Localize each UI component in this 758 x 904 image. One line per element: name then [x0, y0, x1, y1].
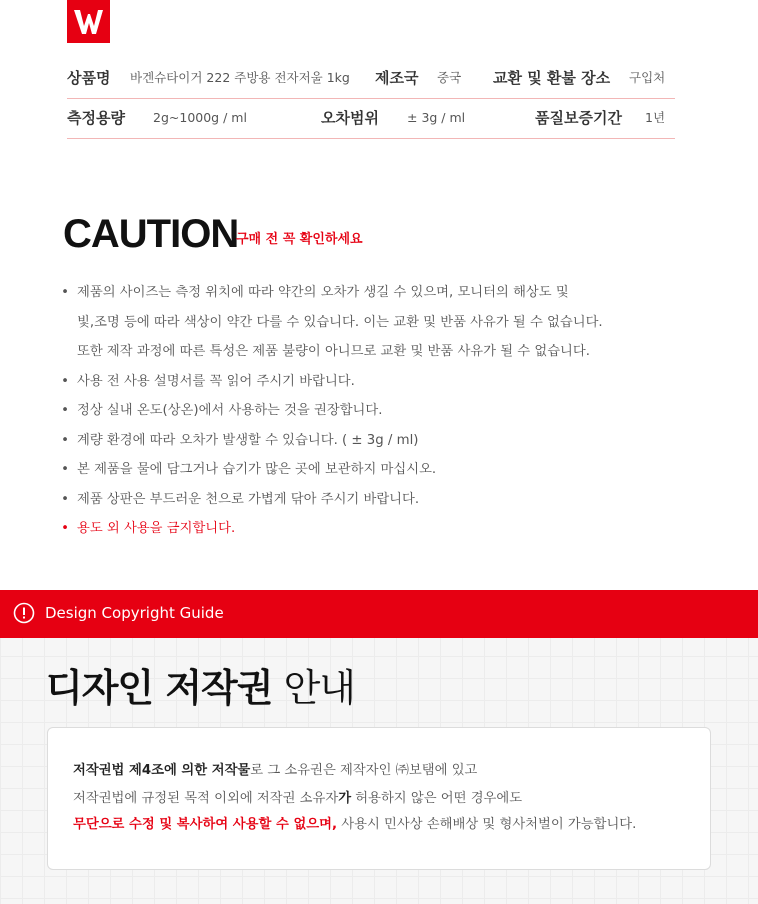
- caution-item: [60, 396, 700, 426]
- spec-value-exchange: 구입처: [629, 70, 666, 85]
- spec-row-2: [67, 98, 675, 139]
- spec-value-warranty: 1년: [645, 110, 666, 125]
- copyright-title-normal: 안내: [283, 666, 355, 710]
- caution-item-text: 사용 전 사용 설명서를 꼭 읽어 주시기 바랍니다.: [77, 373, 355, 389]
- caution-subtitle: 구매 전 꼭 확인하세요: [236, 232, 363, 247]
- copyright-title-bold: 디자인 저작권: [46, 666, 273, 710]
- spec-label-capacity: 측정용량: [67, 109, 125, 127]
- copyright-line-1: [73, 757, 713, 785]
- spec-value-capacity: 2g~1000g / ml: [153, 110, 247, 125]
- spec-value-tolerance: ± 3g / ml: [407, 110, 466, 125]
- copyright-line-1-rest: 로 그 소유권은 제작자인 ㈜보탬에 있고: [250, 763, 478, 778]
- bullet-icon: •: [61, 462, 69, 477]
- caution-item: [60, 367, 700, 397]
- copyright-line-2-pre: 저작권법에 규정된 목적 이외에 저작권 소유자: [73, 791, 339, 806]
- caution-item-text: 또한 제작 과정에 따른 특성은 제품 불량이 아니므로 교환 및 반품 사유가 될 수 없습니다.: [77, 344, 590, 359]
- caution-item-continuation: [60, 337, 700, 367]
- spec-label-exchange: 교환 및 환불 장소: [493, 69, 611, 87]
- brand-logo: [67, 0, 110, 43]
- copyright-title: [46, 660, 355, 716]
- copyright-line-2: [73, 785, 713, 813]
- copyright-line-2-rest: 허용하지 않은 어떤 경우에도: [351, 791, 523, 806]
- copyright-line-1-bold: 저작권법 제4조에 의한 저작물: [73, 763, 251, 778]
- caution-title: CAUTION: [63, 212, 239, 256]
- spec-label-country: 제조국: [375, 69, 419, 87]
- spec-value-country: 중국: [437, 70, 462, 85]
- caution-item: [60, 485, 700, 515]
- caution-item-text: 용도 외 사용을 금지합니다.: [77, 521, 236, 536]
- bullet-icon: •: [61, 432, 69, 448]
- caution-item-warning: [60, 514, 700, 544]
- bullet-icon: •: [61, 491, 69, 507]
- bullet-icon: •: [61, 373, 69, 389]
- exclamation-circle-icon: [13, 602, 35, 624]
- caution-item-text: 본 제품을 물에 담그거나 습기가 많은 곳에 보관하지 마십시오.: [77, 462, 437, 477]
- bullet-icon: •: [61, 521, 69, 536]
- spec-label-warranty: 품질보증기간: [535, 109, 622, 127]
- caution-item: [60, 278, 700, 308]
- caution-item-continuation: [60, 308, 700, 338]
- copyright-line-3: [73, 811, 713, 839]
- caution-item-text: 제품 상판은 부드러운 천으로 가볍게 닦아 주시기 바랍니다.: [77, 491, 420, 507]
- caution-item-text: 계량 환경에 따라 오차가 발생할 수 있습니다. ( ± 3g / ml): [77, 432, 419, 448]
- spec-value-product: 바겐슈타이거 222 주방용 전자저울 1kg: [130, 70, 350, 85]
- copyright-line-3-rest: 사용시 민사상 손해배상 및 형사처벌이 가능합니다.: [337, 817, 637, 832]
- copyright-guide-label: Design Copyright Guide: [45, 604, 224, 622]
- spec-label-tolerance: 오차범위: [321, 109, 379, 127]
- w-logo-icon: [67, 0, 110, 43]
- copyright-line-2-bold: 가: [338, 791, 352, 806]
- copyright-line-3-warning: 무단으로 수정 및 복사하여 사용할 수 없으며,: [73, 817, 338, 832]
- spec-label-product: 상품명: [67, 69, 111, 87]
- spec-row-1: [67, 58, 675, 99]
- caution-item: [60, 455, 700, 485]
- caution-list: [60, 278, 700, 544]
- bullet-icon: •: [61, 285, 69, 300]
- caution-item-text: 정상 실내 온도(상온)에서 사용하는 것을 권장합니다.: [77, 403, 383, 418]
- caution-item-text: 빛,조명 등에 따라 색상이 약간 다를 수 있습니다. 이는 교환 및 반품 사유가 될 수 없습니다.: [77, 314, 603, 330]
- caution-item-text: 제품의 사이즈는 측정 위치에 따라 약간의 오차가 생길 수 있으며, 모니터의 해상도 및: [77, 285, 569, 300]
- bullet-icon: •: [61, 403, 69, 418]
- caution-item: [60, 426, 700, 456]
